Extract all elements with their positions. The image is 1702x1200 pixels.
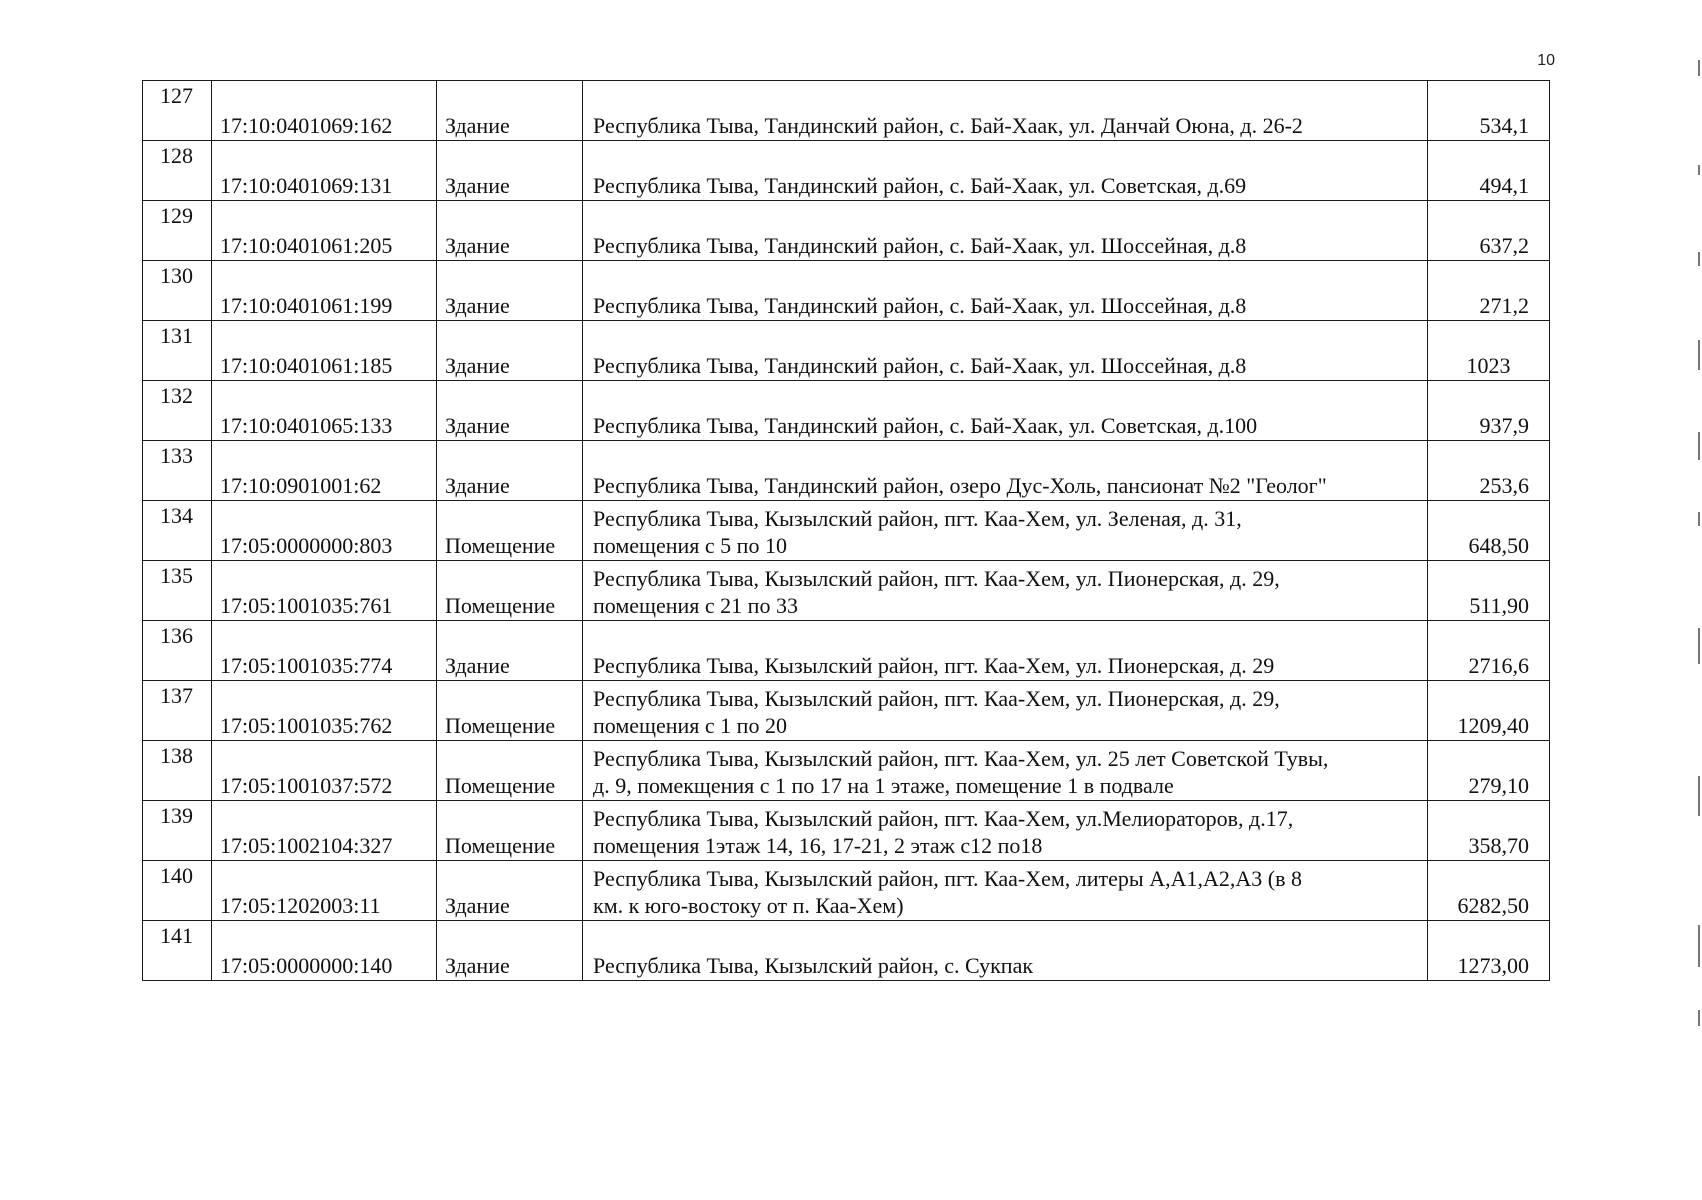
- address-line: Республика Тыва, Кызылский район, пгт. Каа-Хем, ул. Зеленая, д. 31,: [593, 506, 1242, 531]
- object-type-cell: Здание: [437, 381, 583, 441]
- object-type-cell: Помещение: [437, 501, 583, 561]
- address-line: Республика Тыва, Кызылский район, пгт. Каа-Хем, ул.Мелиораторов, д.17,: [593, 806, 1294, 831]
- object-type-cell: Помещение: [437, 801, 583, 861]
- area-cell: 279,10: [1428, 741, 1550, 801]
- table-row: [143, 561, 1550, 621]
- scan-edge-mark: [1698, 776, 1700, 816]
- object-type-cell: Здание: [437, 321, 583, 381]
- cadastral-number-cell: 17:05:1001035:761: [212, 561, 437, 621]
- scan-edge-mark: [1698, 512, 1700, 526]
- scan-edge-mark: [1698, 925, 1700, 967]
- row-number-cell: 136: [143, 621, 212, 681]
- address-line: д. 9, помекщения с 1 по 17 на 1 этаже, помещение 1 в подвале: [593, 773, 1174, 798]
- row-number-cell: 140: [143, 861, 212, 921]
- row-number-cell: 134: [143, 501, 212, 561]
- area-cell: 937,9: [1428, 381, 1550, 441]
- object-type-cell: Помещение: [437, 561, 583, 621]
- row-number-cell: 137: [143, 681, 212, 741]
- address-cell: [583, 501, 1428, 561]
- address-cell: [583, 681, 1428, 741]
- scan-edge-mark: [1698, 165, 1700, 175]
- address-line: Республика Тыва, Тандинский район, озеро Дус-Холь, пансионат №2 "Геолог": [593, 473, 1327, 498]
- cadastral-number-cell: 17:10:0401065:133: [212, 381, 437, 441]
- area-cell: 1273,00: [1428, 921, 1550, 981]
- row-number-cell: 138: [143, 741, 212, 801]
- scan-edge-mark: [1698, 432, 1700, 460]
- address-line: Республика Тыва, Тандинский район, с. Бай-Хаак, ул. Советская, д.100: [593, 413, 1258, 438]
- cadastral-number-cell: 17:10:0401061:199: [212, 261, 437, 321]
- address-cell: [583, 381, 1428, 441]
- table-row: [143, 501, 1550, 561]
- address-line: Республика Тыва, Кызылский район, пгт. Каа-Хем, ул. 25 лет Советской Тувы,: [593, 746, 1329, 771]
- address-line: Республика Тыва, Кызылский район, пгт. Каа-Хем, ул. Пионерская, д. 29: [593, 653, 1275, 678]
- area-cell: 1209,40: [1428, 681, 1550, 741]
- table-row: [143, 261, 1550, 321]
- address-cell: [583, 441, 1428, 501]
- cadastral-number-cell: 17:10:0401069:131: [212, 141, 437, 201]
- address-cell: [583, 561, 1428, 621]
- table-row: [143, 681, 1550, 741]
- area-cell: 358,70: [1428, 801, 1550, 861]
- area-cell: 637,2: [1428, 201, 1550, 261]
- object-type-cell: Здание: [437, 201, 583, 261]
- row-number-cell: 128: [143, 141, 212, 201]
- table-row: [143, 321, 1550, 381]
- address-line: Республика Тыва, Тандинский район, с. Бай-Хаак, ул. Данчай Оюна, д. 26-2: [593, 113, 1303, 138]
- table-row: [143, 201, 1550, 261]
- address-line: помещения с 5 по 10: [593, 533, 787, 558]
- address-cell: [583, 201, 1428, 261]
- cadastral-number-cell: 17:05:0000000:140: [212, 921, 437, 981]
- address-cell: [583, 921, 1428, 981]
- cadastral-number-cell: 17:05:1002104:327: [212, 801, 437, 861]
- area-cell: 2716,6: [1428, 621, 1550, 681]
- scan-edge-mark: [1698, 60, 1700, 76]
- cadastral-number-cell: 17:10:0401061:205: [212, 201, 437, 261]
- table-row: [143, 801, 1550, 861]
- object-type-cell: Здание: [437, 621, 583, 681]
- area-cell: 253,6: [1428, 441, 1550, 501]
- scan-edge-mark: [1698, 1010, 1700, 1026]
- scan-edge-mark: [1698, 628, 1700, 664]
- address-cell: [583, 621, 1428, 681]
- address-line: Республика Тыва, Кызылский район, пгт. Каа-Хем, ул. Пионерская, д. 29,: [593, 686, 1280, 711]
- row-number-cell: 133: [143, 441, 212, 501]
- object-type-cell: Помещение: [437, 741, 583, 801]
- object-type-cell: Здание: [437, 141, 583, 201]
- row-number-cell: 129: [143, 201, 212, 261]
- address-line: Республика Тыва, Кызылский район, пгт. Каа-Хем, ул. Пионерская, д. 29,: [593, 566, 1280, 591]
- cadastral-number-cell: 17:10:0401061:185: [212, 321, 437, 381]
- table-row: [143, 441, 1550, 501]
- table-row: [143, 741, 1550, 801]
- area-cell: 494,1: [1428, 141, 1550, 201]
- table-row: [143, 861, 1550, 921]
- address-line: помещения с 1 по 20: [593, 713, 787, 738]
- address-line: помещения 1этаж 14, 16, 17-21, 2 этаж с12 по18: [593, 833, 1043, 858]
- address-line: помещения с 21 по 33: [593, 593, 798, 618]
- scan-edge-mark: [1698, 252, 1700, 266]
- area-cell: 511,90: [1428, 561, 1550, 621]
- address-cell: [583, 861, 1428, 921]
- row-number-cell: 141: [143, 921, 212, 981]
- cadastral-number-cell: 17:05:1001035:774: [212, 621, 437, 681]
- cadastral-number-cell: 17:05:1202003:11: [212, 861, 437, 921]
- area-cell: 534,1: [1428, 81, 1550, 141]
- object-type-cell: Помещение: [437, 681, 583, 741]
- object-type-cell: Здание: [437, 861, 583, 921]
- area-cell: 6282,50: [1428, 861, 1550, 921]
- object-type-cell: Здание: [437, 81, 583, 141]
- cadastral-number-cell: 17:05:1001035:762: [212, 681, 437, 741]
- address-cell: [583, 741, 1428, 801]
- address-line: Республика Тыва, Тандинский район, с. Бай-Хаак, ул. Шоссейная, д.8: [593, 353, 1247, 378]
- row-number-cell: 127: [143, 81, 212, 141]
- scan-edge-mark: [1698, 340, 1700, 370]
- cadastral-number-cell: 17:05:1001037:572: [212, 741, 437, 801]
- address-cell: [583, 141, 1428, 201]
- cadastral-number-cell: 17:10:0901001:62: [212, 441, 437, 501]
- cadastral-number-cell: 17:05:0000000:803: [212, 501, 437, 561]
- address-cell: [583, 801, 1428, 861]
- address-cell: [583, 261, 1428, 321]
- address-line: Республика Тыва, Тандинский район, с. Бай-Хаак, ул. Шоссейная, д.8: [593, 233, 1247, 258]
- page-number: 10: [1537, 52, 1555, 69]
- property-registry-table: [142, 80, 1550, 981]
- address-line: км. к юго-востоку от п. Каа-Хем): [593, 893, 904, 918]
- area-cell: 648,50: [1428, 501, 1550, 561]
- address-line: Республика Тыва, Тандинский район, с. Бай-Хаак, ул. Шоссейная, д.8: [593, 293, 1247, 318]
- address-line: Республика Тыва, Кызылский район, пгт. Каа-Хем, литеры А,А1,А2,А3 (в 8: [593, 866, 1302, 891]
- address-line: Республика Тыва, Кызылский район, с. Сукпак: [593, 953, 1034, 978]
- row-number-cell: 130: [143, 261, 212, 321]
- table-row: [143, 81, 1550, 141]
- area-cell: 1023: [1428, 321, 1550, 381]
- address-cell: [583, 81, 1428, 141]
- table-row: [143, 381, 1550, 441]
- table-row: [143, 621, 1550, 681]
- table-row: [143, 921, 1550, 981]
- address-cell: [583, 321, 1428, 381]
- cadastral-number-cell: 17:10:0401069:162: [212, 81, 437, 141]
- table-body: [143, 81, 1550, 981]
- row-number-cell: 132: [143, 381, 212, 441]
- row-number-cell: 131: [143, 321, 212, 381]
- address-line: Республика Тыва, Тандинский район, с. Бай-Хаак, ул. Советская, д.69: [593, 173, 1247, 198]
- area-cell: 271,2: [1428, 261, 1550, 321]
- object-type-cell: Здание: [437, 921, 583, 981]
- table-row: [143, 141, 1550, 201]
- row-number-cell: 135: [143, 561, 212, 621]
- object-type-cell: Здание: [437, 261, 583, 321]
- object-type-cell: Здание: [437, 441, 583, 501]
- row-number-cell: 139: [143, 801, 212, 861]
